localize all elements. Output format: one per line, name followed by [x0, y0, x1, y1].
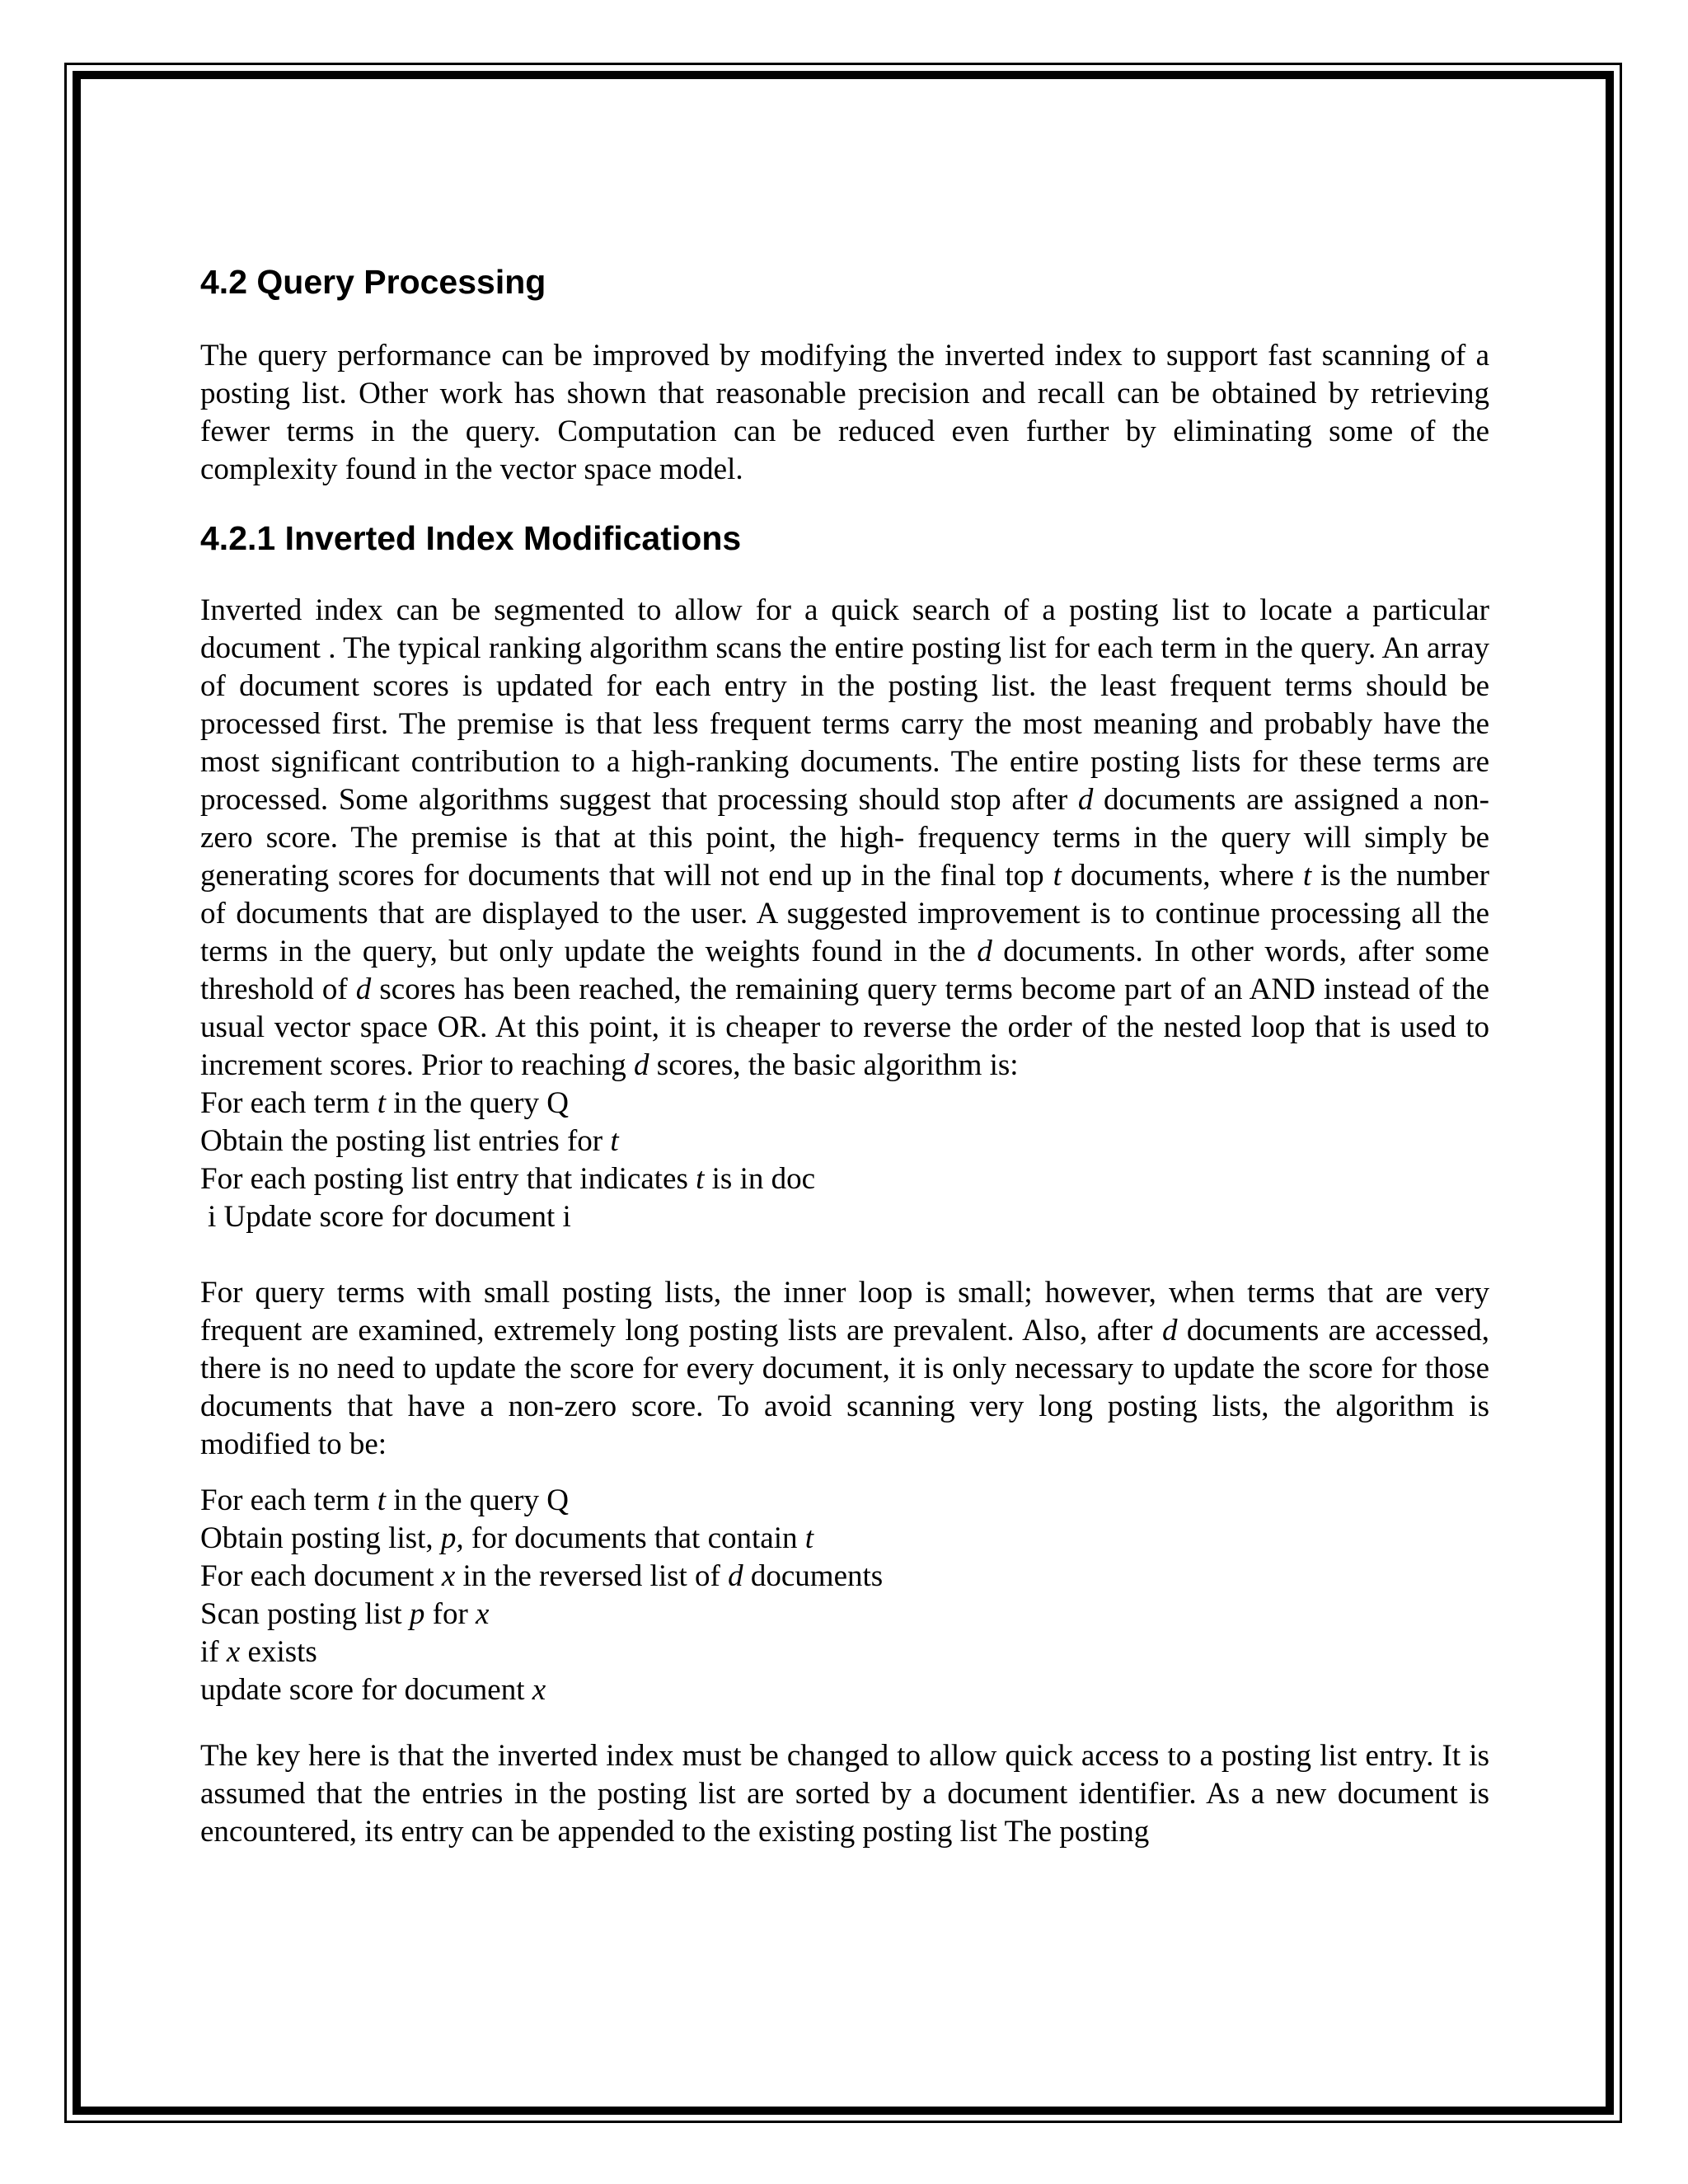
subsection-heading: 4.2.1 Inverted Index Modifications: [200, 519, 742, 558]
document-body: [200, 262, 1489, 1851]
algo1-line-3: For each posting list entry that indicates t is in doc: [200, 1162, 816, 1197]
intro-paragraph: The query performance can be improved by modifying the inverted index to support fast scanning of a posting list. Other work has shown that reasonable precision and recall can be obtained by retrieving fewer terms in the query. Computation can be reduced even further by eliminating some of the complexity found in the vector space model.: [200, 339, 1489, 487]
algo2-line-5: if x exists: [200, 1635, 317, 1670]
algo1-line-4: i Update score for document i: [208, 1200, 571, 1235]
algo1-line-2: Obtain the posting list entries for t: [200, 1124, 619, 1159]
algo1-line-1: For each term t in the query Q: [200, 1086, 569, 1121]
algorithm-1: [200, 1085, 1489, 1236]
paragraph-1: Inverted index can be segmented to allow for a quick search of a posting list to locate a particular document . The typical ranking algorithm scans the entire posting list for each term in the query. An array of document scores is updated for each entry in the posting list. the least frequent terms should be processed first. The premise is that less frequent terms carry the most meaning and probably have the most significant contribution to a high-ranking documents. The entire posting lists for these terms are processed. Some algorithms suggest that processing should stop after d documents are assigned a non- zero score. The premise is that at this point, the high- frequency terms in the query will simply be generating scores for documents that will not end up in the final top t documents, where t is the number of documents that are displayed to the user. A suggested improvement is to continue processing all the terms in the query, but only update the weights found in the d documents. In other words, after some threshold of d scores has been reached, the remaining query terms become part of an AND instead of the usual vector space OR. At this point, it is cheaper to reverse the order of the nested loop that is used to increment scores. Prior to reaching d scores, the basic algorithm is:: [200, 593, 1490, 1083]
algo2-line-4: Scan posting list p for x: [200, 1597, 490, 1632]
section-heading: 4.2 Query Processing: [200, 263, 546, 301]
algo2-line-6: update score for document x: [200, 1673, 546, 1708]
paragraph-3: The key here is that the inverted index must be changed to allow quick access to a posting list entry. It is assumed that the entries in the posting list are sorted by a document identifier. As a new document is encountered, its entry can be appended to the existing posting list The posting: [200, 1739, 1489, 1849]
algo2-line-1: For each term t in the query Q: [200, 1483, 569, 1518]
paragraph-2: For query terms with small posting lists, the inner loop is small; however, when terms that are very frequent are examined, extremely long posting lists are prevalent. Also, after d documents are accessed, there is no need to update the score for every document, it is only necessary to update the score for those documents that have a non-zero score. To avoid scanning very long posting lists, the algorithm is modified to be:: [200, 1276, 1489, 1462]
algo2-line-3: For each document x in the reversed list of d documents: [200, 1559, 884, 1594]
algo2-line-2: Obtain posting list, p, for documents that contain t: [200, 1521, 814, 1556]
algorithm-2: [200, 1482, 1489, 1709]
